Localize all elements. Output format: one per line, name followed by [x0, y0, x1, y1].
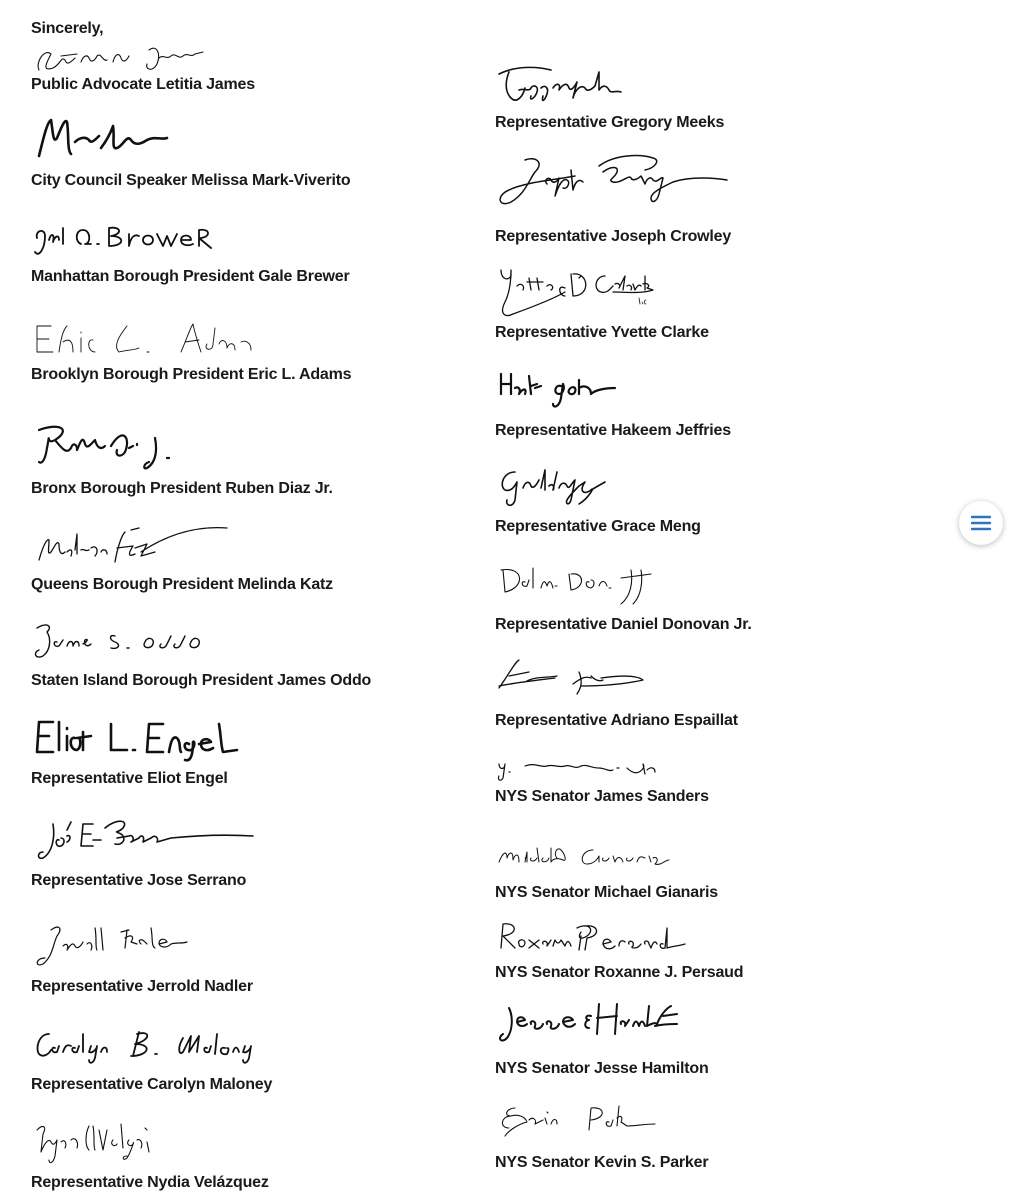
signatory-name: Representative Hakeem Jeffries [495, 422, 731, 439]
signatory-name: Staten Island Borough President James Oddo [31, 672, 372, 689]
signature-image [495, 60, 715, 110]
signatory-entry [495, 918, 935, 988]
signature-image [31, 40, 231, 78]
signatory-entry [495, 364, 935, 446]
signatory-entry [495, 558, 935, 640]
signatory-name: Public Advocate Letitia James [31, 76, 255, 93]
letter-closing: Sincerely, [31, 20, 104, 37]
signatory-entry [495, 758, 935, 812]
signatory-name: Representative Yvette Clarke [495, 324, 709, 341]
signatory-name: Representative Carolyn Maloney [31, 1076, 273, 1093]
signatory-name: Representative Eliot Engel [31, 770, 228, 787]
signature-image [31, 218, 251, 262]
signatory-name: City Council Speaker Melissa Mark-Viverito [31, 172, 351, 189]
signatory-entry [495, 998, 935, 1082]
signature-image [495, 840, 715, 872]
signatory-name: Representative Grace Meng [495, 518, 701, 535]
signatory-entry [31, 618, 471, 694]
signature-image [31, 418, 251, 474]
signatory-entry [31, 714, 471, 794]
signature-image [495, 1096, 715, 1144]
signatory-name: NYS Senator Michael Gianaris [495, 884, 718, 901]
signatory-name: Representative Daniel Donovan Jr. [495, 616, 752, 633]
signature-image [31, 1022, 291, 1066]
signatory-entry [495, 460, 935, 542]
signatory-entry [31, 1116, 471, 1196]
signatory-entry [495, 262, 935, 346]
signatory-entry [31, 40, 471, 98]
signatory-name: Brooklyn Borough President Eric L. Adams [31, 366, 352, 383]
signature-image [31, 1116, 251, 1166]
signatory-name: Representative Jerrold Nadler [31, 978, 253, 995]
signatory-name: NYS Senator James Sanders [495, 788, 709, 805]
signatory-entry [495, 60, 935, 136]
signature-image [31, 316, 271, 358]
signature-image [31, 522, 271, 568]
signature-image [495, 558, 715, 608]
signatory-entry [31, 316, 471, 388]
signature-image [495, 262, 715, 318]
signatory-entry [31, 810, 471, 894]
signature-image [495, 654, 695, 700]
signatory-name: NYS Senator Kevin S. Parker [495, 1154, 709, 1171]
signatory-name: Representative Adriano Espaillat [495, 712, 738, 729]
signatory-name: Representative Joseph Crowley [495, 228, 732, 245]
signatory-name: Bronx Borough President Ruben Diaz Jr. [31, 480, 333, 497]
signatory-entry [31, 110, 471, 194]
signatory-name: Manhattan Borough President Gale Brewer [31, 268, 350, 285]
signatory-entry [495, 150, 935, 250]
signatory-entry [31, 418, 471, 502]
floating-menu-button[interactable] [959, 501, 1003, 545]
signature-image [495, 460, 695, 510]
signatory-entry [31, 1022, 471, 1100]
signatory-name: Representative Gregory Meeks [495, 114, 725, 131]
hamburger-menu-icon [971, 515, 991, 531]
signature-image [31, 714, 271, 762]
signature-image [31, 110, 231, 168]
signatory-name: NYS Senator Jesse Hamilton [495, 1060, 709, 1077]
signature-image [495, 364, 695, 410]
signature-image [31, 810, 271, 868]
signatory-entry [495, 1096, 935, 1176]
signatory-name: NYS Senator Roxanne J. Persaud [495, 964, 744, 981]
signature-image [31, 618, 251, 662]
signatory-entry [31, 522, 471, 600]
signature-image [495, 758, 715, 784]
signatory-entry [31, 914, 471, 1000]
signature-image [495, 918, 715, 954]
signatory-name: Representative Nydia Velázquez [31, 1174, 269, 1191]
signature-image [495, 998, 715, 1048]
signatory-entry [495, 654, 935, 736]
signatory-entry [495, 840, 935, 906]
signature-image [31, 914, 271, 974]
signatory-entry [31, 218, 471, 290]
signature-image [495, 150, 735, 214]
signatory-name: Representative Jose Serrano [31, 872, 247, 889]
signatory-name: Queens Borough President Melinda Katz [31, 576, 333, 593]
